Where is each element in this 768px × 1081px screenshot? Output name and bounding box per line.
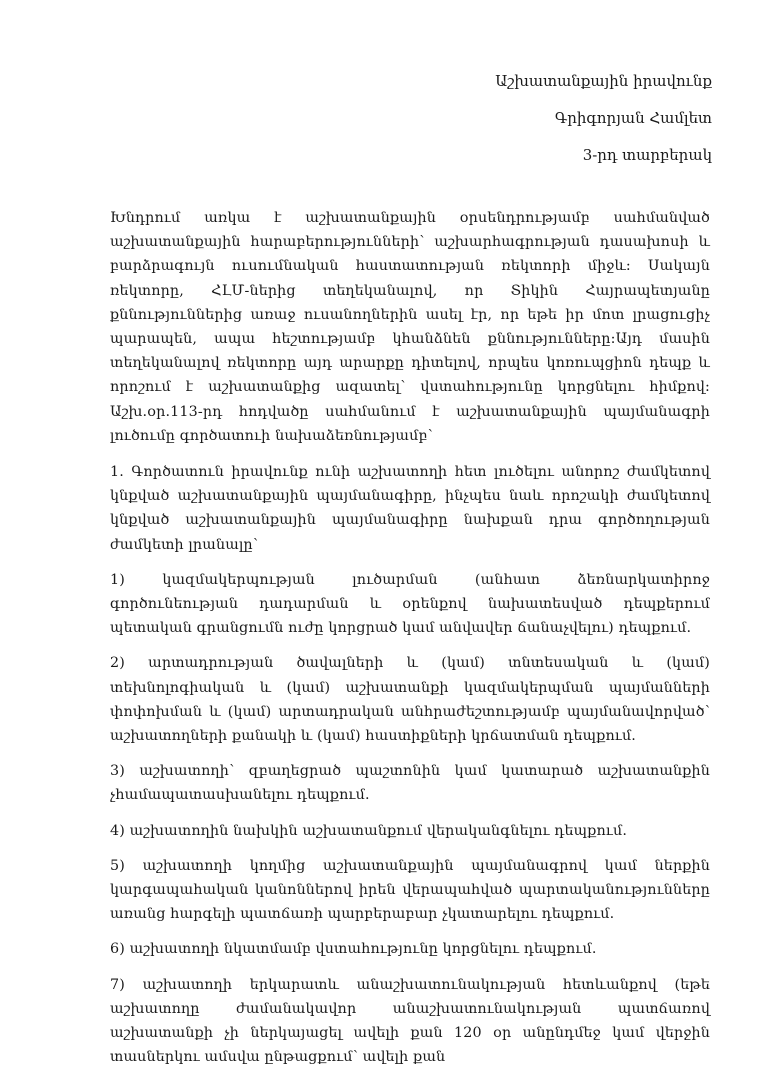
intro-paragraph: Խնդրում առկա է աշխատանքային օրսենդրությամբ սահմանված աշխատանքային հարաբերությունների՝ աշխարհագրության դասախոսի և բարձրագույն ուսումնական հաստատության ռեկտորի միջև: Սակայն ռեկտորը, ՀԼՄ-ներից տեղեկանալով, որ Տիկին Հայրապետյանը քննություններից առաջ ուսանողներին ասել էր, որ եթե իր մոտ լրացուցիչ պարապեն, ապա հեշտությամբ կհանձնեն քննությունները:Այդ մասին տեղեկանալով ռեկտորը այդ արարքը դիտելով, որպես կոռուպցիոն դեպք և որոշում է աշխատանքից ազատել՝ վստահությունը կորցնելու հիմքով: Աշխ.օր.113-րդ հոդվածը սահմանում է աշխատանքային պայմանագրի լուծումը գործատուի նախաձեռնությամբ՝ <box>110 210 710 444</box>
list-item-6: 6) աշխատողի նկատմամբ վստահությունը կորցնելու դեպքում. <box>110 941 597 958</box>
document-header <box>495 70 712 181</box>
list-item-3: 3) աշխատողի՝ զբաղեցրած պաշտոնին կամ կատարած աշխատանքին չհամապատասխանելու դեպքում. <box>110 763 710 804</box>
list-item-4: 4) աշխատողին նախկին աշխատանքում վերականգնելու դեպքում. <box>110 822 628 839</box>
list-item-2: 2) արտադրության ծավալների և (կամ) տնտեսական և (կամ) տեխնոլոգիական և (կամ) աշխատանքի կազմակերպման պայմանների փոփոխման և (կամ) արտադրական անհրաժեշտությամբ պայմանավորված՝ աշխատողների քանակի և (կամ) հաստիքների կրճատման դեպքում. <box>110 655 710 745</box>
author-name: Գրիգորյան Համլետ <box>554 109 712 127</box>
variant-label: 3-րդ տարբերակ <box>582 146 712 164</box>
article-clause-1: 1. Գործատուն իրավունք ունի աշխատողի հետ լուծելու անորոշ ժամկետով կնքված աշխատանքային պայմանագիրը, ինչպես նաև որոշակի ժամկետով կնքված աշխատանքային պայմանագիրը նախքան դրա գործողության ժամկետի լրանալը՝ <box>110 464 710 553</box>
list-item-5: 5) աշխատողի կողմից աշխատանքային պայմանագրով կամ ներքին կարգապահական կանոններով իրեն վերապահված պարտականությունները առանց հարգելի պատճառի պարբերաբար չկատարելու դեպքում. <box>110 857 710 923</box>
document-body <box>110 206 710 1081</box>
list-item-7: 7) աշխատողի երկարատև անաշխատունակության հետևանքով (եթե աշխատողը ժամանակավոր անաշխատունակության պատճառով աշխատանքի չի ներկայացել ավելի քան 120 օր անընդմեջ կամ վերջին տասներկու ամսվա ընթացքում՝ ավելի քան <box>110 976 710 1066</box>
list-item-1: 1) կազմակերպության լուծարման (անհատ ձեռնարկատիրոջ գործունեության դադարման և օրենքով նախատեսված դեպքերում պետական գրանցումն ուժը կորցրած կամ անվավեր ճանաչվելու) դեպքում. <box>110 571 710 637</box>
document-title: Աշխատանքային իրավունք <box>495 72 712 90</box>
